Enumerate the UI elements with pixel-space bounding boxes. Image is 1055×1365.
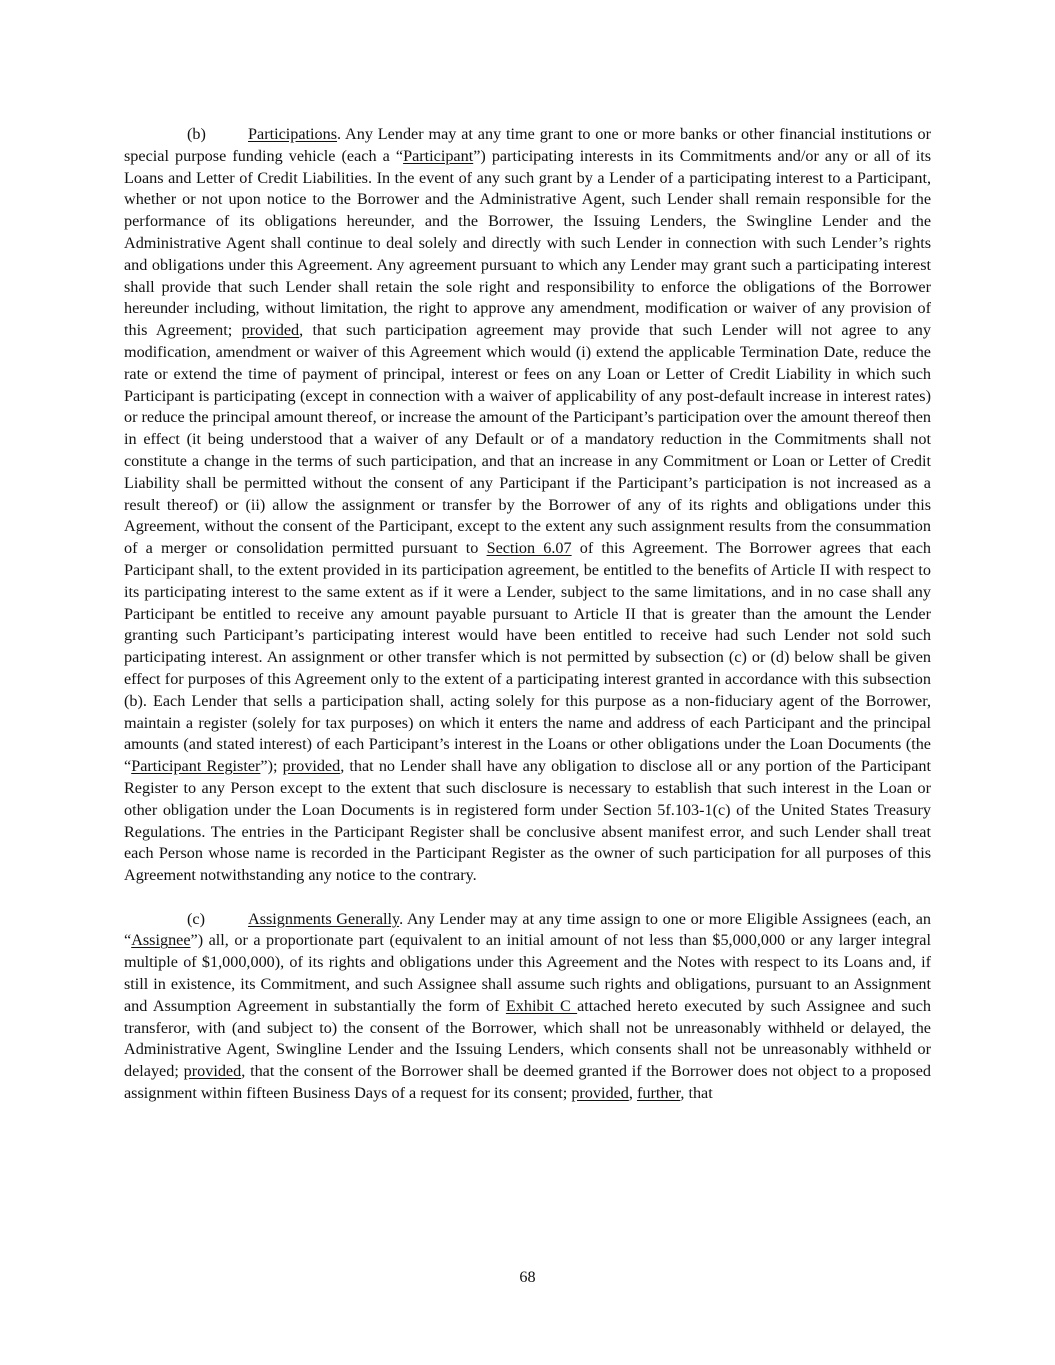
- section-c-text: ,: [628, 1084, 637, 1103]
- defined-term-participant-register: Participant Register: [131, 757, 261, 776]
- section-c-text: attached hereto executed by such Assignee and such transferor, with (and subject to) the consent of the Borrower, which shall not be unreasonably withheld or delayed, the Administrative Agent, Swingline Lender and the Issuing Lenders, which consents shall not be unreasonably withheld or delayed;: [124, 996, 931, 1081]
- further-term: further: [636, 1084, 681, 1103]
- exhibit-reference: Exhibit C: [505, 996, 578, 1015]
- section-b-text: ”) participating interests in its Commitments and/or any or all of its Loans and Letter of Credit Liabilities. In the event of any such grant by a Lender of a participating interest to a Participant, whether or not upon notice to the Borrower and the Administrative Agent, such Lender shall remain responsible for the performance of its obligations hereunder, and the Borrower, the Issuing Lenders, the Swingline Lender and the Administrative Agent shall continue to deal solely and directly with such Lender in connection with such Lender’s rights and obligations under this Agreement. Any agreement pursuant to which any Lender may grant such a participating interest shall provide that such Lender shall retain the sole right and responsibility to enforce the obligations of the Borrower hereunder including, without limitation, the right to approve any amendment, modification or waiver of any provision of this Agreement;: [124, 146, 931, 340]
- document-page: [124, 124, 931, 1105]
- page-number: 68: [519, 1268, 536, 1286]
- section-b-text: of this Agreement. The Borrower agrees that each Participant shall, to the extent provided in its participation agreement, be entitled to the benefits of Article II with respect to its participating interest to the same extent as if it were a Lender, subject to the same limitations, and in no case shall any Participant be entitled to receive any amount payable pursuant to Article II that is greater than the amount the Lender granting such Participant’s participating interest would have been entitled to receive had such Lender not sold such participating interest. An assignment or other transfer which is not permitted by subsection (c) or (d) below shall be given effect for purposes of this Agreement only to the extent of a participating interest granted in accordance with this subsection (b). Each Lender that sells a participation shall, acting solely for this purpose as a non-fiduciary agent of the Borrower, maintain a register (solely for tax purposes) on which it enters the name and address of each Participant and the principal amounts (and stated interest) of each Participant’s interest in the Loans or other obligations under the Loan Documents (the “: [124, 539, 931, 776]
- provided-term: provided: [571, 1084, 629, 1103]
- section-c-text: ”) all, or a proportionate part (equivalent to an initial amount of not less than $5,000,000 or any larger integral multiple of $1,000,000), of its rights and obligations under this Agreement and the Notes with respect to its Loans and, if still in existence, its Commitment, and such Assignee shall assume such rights and obligations, pursuant to an Assignment and Assumption Agreement in substantially the form of: [124, 931, 931, 1015]
- section-c-text: , that: [680, 1084, 713, 1103]
- defined-term-participant: Participant: [403, 146, 474, 165]
- section-b-heading: Participations: [248, 125, 338, 143]
- section-reference: Section 6.07: [486, 539, 572, 558]
- section-c-heading: Assignments Generally: [248, 909, 400, 928]
- section-c-marker: (c): [187, 909, 205, 928]
- section-b-paragraph: [124, 124, 931, 887]
- section-c-text: . Any Lender may at any time assign to one or more Eligible Assignees (each, an “: [124, 909, 931, 950]
- defined-term-assignee: Assignee: [131, 931, 191, 950]
- section-c-text: , that the consent of the Borrower shall be deemed granted if the Borrower does not object to a proposed assignment within fifteen Business Days of a request for its consent;: [124, 1062, 931, 1103]
- section-c-paragraph: [124, 909, 931, 1105]
- section-b-text: , that such participation agreement may provide that such Lender will not agree to any modification, amendment or waiver of this Agreement which would (i) extend the applicable Termination Date, reduce the rate or extend the time of payment of principal, interest or fees on any Loan or Letter of Credit Liability in which such Participant is participating (except in connection with a waiver of applicability of any post-default increase in interest rates) or reduce the principal amount thereof, or increase the amount of the Participant’s participation over the amount thereof then in effect (it being understood that a waiver of any Default or of a mandatory reduction in the Commitments shall not constitute a change in the terms of such participation, and that an increase in any Commitment or Loan or Letter of Credit Liability shall be permitted without the consent of any Participant if the Participant’s participation is not increased as a result thereof) or (ii) allow the assignment or transfer by the Borrower of any of its rights and obligations under this Agreement, without the consent of the Participant, except to the extent any such assignment results from the consummation of a merger or consolidation permitted pursuant to: [124, 321, 931, 558]
- section-b-text: ”);: [260, 757, 283, 776]
- provided-term: provided: [241, 321, 300, 340]
- provided-term: provided: [282, 757, 341, 776]
- section-b-marker: (b): [187, 125, 206, 143]
- section-b-text: , that no Lender shall have any obligation to disclose all or any portion of the Participant Register to any Person except to the extent that such disclosure is necessary to establish that such interest in the Loan or other obligation under the Loan Documents is in registered form under Section 5f.103-1(c) of the United States Treasury Regulations. The entries in the Participant Register shall be conclusive absent manifest error, and such Lender shall treat each Person whose name is recorded in the Participant Register as the owner of such participation for all purposes of this Agreement notwithstanding any notice to the contrary.: [124, 757, 932, 885]
- section-b-text: . Any Lender may at any time grant to one or more banks or other financial institutions or special purpose funding vehicle (each a “: [124, 125, 931, 165]
- provided-term: provided: [183, 1062, 242, 1081]
